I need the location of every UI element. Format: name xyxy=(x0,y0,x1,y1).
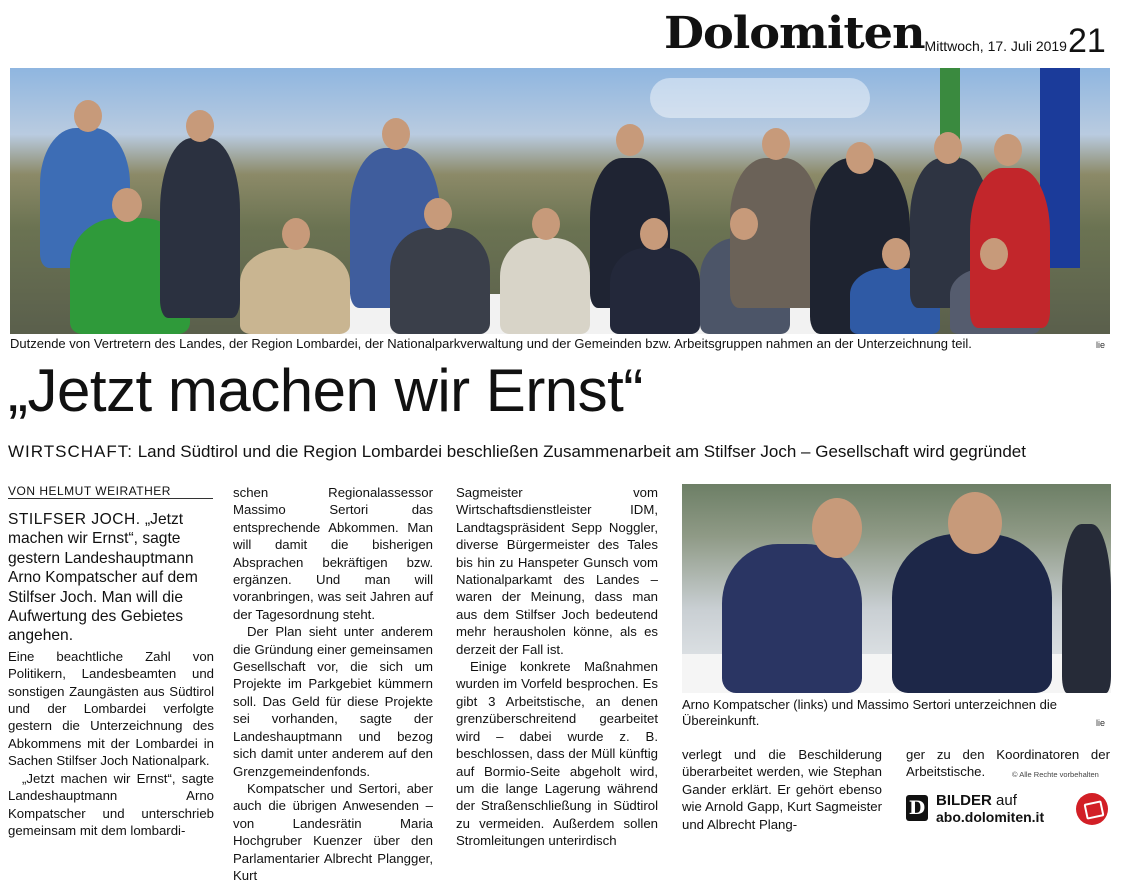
byline: VON HELMUT WEIRATHER xyxy=(8,484,171,498)
byline-rule xyxy=(8,498,213,499)
article-column-1 xyxy=(8,510,214,839)
promo-url[interactable]: abo.dolomiten.it xyxy=(936,809,1045,825)
paragraph: verlegt und die Beschilderung überarbeitet werden, wie Stephan Gander erklärt. Er gehört ebenso wie Arnold Gapp, Kurt Sagmeister und Albrecht Plang- xyxy=(682,747,882,832)
paragraph: „Jetzt machen wir Ernst“, sagte Landeshauptmann Arno Kompatscher und unterschrieb gemeinsam mit dem lombardi- xyxy=(8,770,214,838)
bottom-photo-credit: lie xyxy=(1096,718,1106,728)
paragraph: Der Plan sieht unter anderem die Gründung einer gemeinsamen Gesellschaft vor, die sich um Projekte im Parkgebiet kümmern soll. Das Geld für diese Projekte sei vorhanden, sagte der Landeshauptmann und bezog sich damit unter anderem auf den Grenzgemeindenfonds. xyxy=(233,624,433,779)
newspaper-logo: Dolomiten xyxy=(664,8,925,59)
subheadline-text: Land Südtirol und die Region Lombardei beschließen Zusammenarbeit am Stilfser Joch – Gesellschaft wird gegründet xyxy=(137,442,1026,461)
promo-label-auf: auf xyxy=(991,792,1017,809)
subheadline xyxy=(8,442,1026,462)
page-number: 21 xyxy=(1068,22,1106,60)
kicker: WIRTSCHAFT: xyxy=(8,442,133,461)
dateline: - Mittwoch, 17. Juli 2019 xyxy=(916,38,1067,54)
top-photo-credit: lie xyxy=(1096,340,1106,350)
article-column-2 xyxy=(233,484,433,884)
promo-label-bold: BILDER xyxy=(936,792,992,809)
paragraph: Sagmeister vom Wirtschaftsdienstleister IDM, Landtagspräsident Sepp Noggler, diverse Bürgermeister des Tales bis hin zu Hanspeter Gunsch vom Nationalparkamt des Landes – waren der Meinung, dass man aus dem Stilfser Joch bedeutend mehr herausholen könne, als es derzeit der Fall ist. xyxy=(456,485,658,657)
promo-label xyxy=(936,792,1017,809)
lead-paragraph xyxy=(8,510,214,646)
lead-place: STILFSER JOCH. xyxy=(8,511,141,528)
article-column-4 xyxy=(682,746,882,833)
bottom-photo-caption: Arno Kompatscher (links) und Massimo Sertori unterzeichnen die Übereinkunft. xyxy=(682,697,1058,728)
paragraph: ger zu den Koordinatoren der Arbeitstische. xyxy=(906,747,1110,780)
headline: „Jetzt machen wir Ernst“ xyxy=(8,357,643,424)
paragraph: Einige konkrete Maßnahmen wurden im Vorfeld besprochen. Es gibt 3 Arbeitstische, an denen grenzüberschreitend gearbeitet wird – dabei wurde z. B. beschlossen, dass der Müll künftig auf Bormio-Seite abgeholt wird, um die lange Lagerung während der Straßenschließung in Südtirol zu vermeiden. Außerdem sollen Stromleitungen unterirdisch xyxy=(456,659,658,849)
dolomiten-logo-icon: D xyxy=(906,795,928,821)
article-column-3 xyxy=(456,484,658,850)
lead-text: „Jetzt machen wir Ernst“, sagte gestern Landeshauptmann Arno Kompatscher auf dem Stilfser Joch. Man will die Aufwertung des Gebietes angehen. xyxy=(8,511,198,645)
paragraph: Kompatscher und Sertori, aber auch die übrigen Anwesenden – von Landesrätin Maria Hochgruber Kuenzer über den Parlamentarier Albrecht Plangger, Kurt xyxy=(233,780,433,883)
paragraph: Eine beachtliche Zahl von Politikern, Landesbeamten und sonstigen Zaungästen aus Südtirol und der Lombardei verfolgte gestern die Unterzeichnung des Abkommens mit der Lombardei in Sachen Stilfser Joch Nationalpark. xyxy=(8,648,214,769)
copyright-notice: © Alle Rechte vorbehalten xyxy=(1012,770,1099,779)
photo-gallery-icon[interactable] xyxy=(1076,793,1108,825)
signing-photo xyxy=(682,484,1111,693)
photo-gallery-promo[interactable] xyxy=(906,792,1111,826)
group-photo xyxy=(10,68,1110,334)
top-photo-caption: Dutzende von Vertretern des Landes, der Region Lombardei, der Nationalparkverwaltung und der Gemeinden bzw. Arbeitsgruppen nahmen an der Unterzeichnung teil. xyxy=(10,336,972,351)
paragraph: schen Regionalassessor Massimo Sertori das entsprechende Abkommen. Man will damit die bisherigen Absprachen bekräftigen bzw. ergänzen. Und man will voranbringen, was seit Jahren auf der Tagesordnung steht. xyxy=(233,485,433,622)
